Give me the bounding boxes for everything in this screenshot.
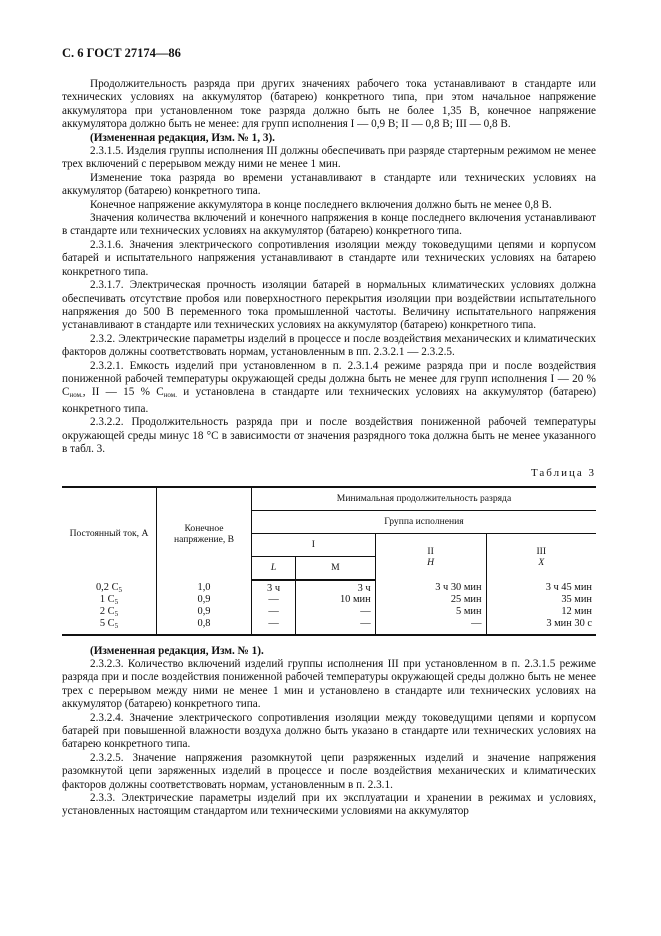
document-body [62, 78, 596, 819]
current-value: 1 C [99, 593, 115, 605]
col-header-group-3 [486, 533, 596, 580]
col-header-voltage: Конечное напряжение, В [157, 487, 252, 580]
cell-group-2: 5 мин [375, 607, 486, 619]
bottom-paragraph: 2.3.2.5. Значение напряжения разомкнутой цепи разряженных изделий и значение напряжения разомкнутой цепи заряженных изделий в процессе и после воздействия механических и климатических факторов должны соответствовать нормам, установленным в п. 2.3.1. [62, 751, 596, 791]
current-value: 5 C [99, 618, 115, 630]
bottom-paragraphs [62, 645, 596, 819]
cell-group-2: 25 мин [375, 595, 486, 607]
cell-group-1-M: 10 мин [296, 595, 376, 607]
col-header-group-1: I [252, 533, 376, 556]
col-header-L: L [252, 556, 296, 580]
current-value: 0,2 C [95, 581, 119, 593]
paragraph-2-3-2-1: 2.3.2.1. Емкость изделий при установленном в п. 2.3.1.4 режиме разряда при и после воздействия пониженной рабочей температуры окружающей среды должна быть не менее для групп исполнения I — 20 % $C_{ном.}$, II — 15 % $C_{ном.}$ и установлена в стандарте или технических условиях на аккумулятор (батарею) конкретного типа. [62, 359, 597, 415]
top-paragraph: 2.3.1.6. Значения электрического сопротивления изоляции между токоведущими цепями и корпусом батарей и испытательного напряжения устанавливают в стандарте или технических условиях на батарею конкретного типа. [62, 238, 596, 278]
group-3-sub: X [538, 556, 545, 568]
col-header-group-2 [375, 533, 486, 580]
bottom-paragraph: 2.3.3. Электрические параметры изделий при их эксплуатации и хранении в режимах и условиях, установленных настоящим стандартом или техническими условиями на аккумулятор [62, 792, 596, 818]
top-paragraph: Значения количества включений и конечного напряжения в конце последнего включения устанавливают в стандарте или технических условиях на аккумулятор (батарею) конкретного типа. [62, 212, 596, 238]
cell-group-1-L: — [252, 607, 296, 619]
cell-voltage: 0,9 [157, 607, 252, 619]
cell-group-2: 3 ч 30 мин [375, 580, 486, 595]
table-row [62, 595, 596, 607]
top-paragraph: Продолжительность разряда при других значениях рабочего тока устанавливают в стандарте или технических условиях на аккумулятор (батарею) конкретного типа, при этом начальное напряжение аккумулятора при установленном токе разряда должно быть не более 1,35 В, конечное напряжение аккумулятора должно быть не менее: для групп исполнения I — 0,9 В; II — 0,8 В; III — 0,8 В. [62, 78, 596, 131]
group-3-label: III [536, 545, 547, 557]
current-value: 2 C [99, 606, 115, 618]
table-caption: Таблица 3 [530, 467, 596, 480]
cell-group-1-L: — [252, 595, 296, 607]
cell-group-1-M: — [296, 607, 376, 619]
current-subscript: 5 [114, 622, 119, 631]
paragraph-2-3-2-2: 2.3.2.2. Продолжительность разряда при и после воздействия пониженной рабочей температуры окружающей среды минус 18 °С в зависимости от значения разрядного тока должна быть не менее указанного в табл. 3. [62, 416, 596, 455]
col-header-min-duration: Минимальная продолжительность разряда [252, 487, 597, 511]
top-paragraph: 2.3.1.7. Электрическая прочность изоляции батарей в нормальных климатических условиях должна обеспечивать отсутствие пробоя или поверхностного перекрытия изоляции при воздействии испытательного напряжения до 500 В переменного тока промышленной частоты. Величину испытательного напряжения устанавливают в стандарте или технических условиях на аккумулятор (батарею) конкретного типа. [62, 279, 596, 332]
table-row [62, 580, 596, 595]
col-header-current: Постоянный ток, А [62, 487, 157, 580]
bottom-paragraph: 2.3.2.3. Количество включений изделий группы исполнения III при установленном в п. 2.3.1.5 режиме разряда при и после воздействия пониженной рабочей температуры окружающей среды должно быть не менее трех с перерывом между ними не менее 1 мин и установлено в стандарте или технических условиях на аккумулятор (батарею) конкретного типа. [62, 658, 596, 711]
cell-voltage: 0,8 [157, 619, 252, 634]
cell-group-3: 3 ч 45 мин [486, 580, 596, 595]
cell-group-3: 3 мин 30 с [486, 619, 596, 634]
table-row [62, 619, 596, 634]
cell-group-3: 35 мин [486, 595, 596, 607]
top-paragraph: (Измененная редакция, Изм. № 1, 3). [90, 131, 275, 144]
top-paragraph: Изменение тока разряда во времени устанавливают в стандарте или технических условиях на аккумулятор (батарею) конкретного типа. [62, 171, 596, 198]
cell-group-2: — [375, 619, 486, 634]
cell-voltage: 1,0 [157, 580, 252, 595]
cell-voltage: 0,9 [157, 595, 252, 607]
cell-group-1-L: — [252, 619, 296, 634]
cell-current [62, 580, 157, 595]
col-header-M: М [296, 556, 376, 580]
col-header-group: Группа исполнения [252, 510, 597, 533]
group-2-sub: H [427, 556, 435, 568]
top-paragraph: 2.3.2. Электрические параметры изделий в процессе и после воздействия механических и климатических факторов должны соответствовать нормам, установленным в пп. 2.3.2.1 — 2.3.2.5. [62, 332, 596, 359]
current-subscript: 5 [114, 597, 119, 606]
current-subscript: 5 [118, 585, 123, 594]
cell-group-1-L: 3 ч [252, 580, 296, 595]
table-3 [62, 486, 596, 636]
page-header: С. 6 ГОСТ 27174—86 [62, 46, 181, 60]
cell-group-1-M: — [296, 619, 376, 634]
current-subscript: 5 [114, 610, 119, 619]
cell-group-3: 12 мин [486, 607, 596, 619]
cell-current [62, 619, 157, 634]
table-row [62, 607, 596, 619]
top-paragraphs [62, 78, 596, 360]
table-3-body [62, 580, 596, 635]
top-paragraph: 2.3.1.5. Изделия группы исполнения III должны обеспечивать при разряде стартерным режимом не менее трех включений с перерывом между ними не менее 1 мин. [62, 145, 596, 171]
bottom-paragraph: (Измененная редакция, Изм. № 1). [90, 644, 264, 657]
top-paragraph: Конечное напряжение аккумулятора в конце последнего включения должно быть не менее 0,8 В. [90, 198, 552, 211]
group-2-label: II [427, 545, 434, 557]
cell-group-1-M: 3 ч [296, 580, 376, 595]
bottom-paragraph: 2.3.2.4. Значение электрического сопротивления изоляции между токоведущими цепями и корпусом батарей при повышенной влажности воздуха должно быть указано в стандарте или технических условиях на батарею конкретного типа. [62, 711, 596, 751]
